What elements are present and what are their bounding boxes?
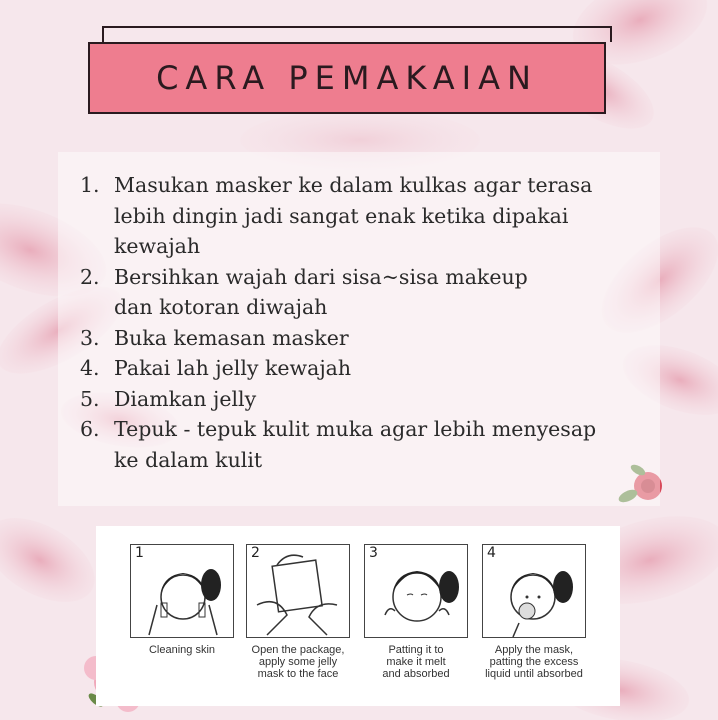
step-text: Masukan masker ke dalam kulkas agar terasa xyxy=(114,173,593,197)
step-number: 4. xyxy=(80,356,100,380)
step-text: Tepuk - tepuk kulit muka agar lebih menyesap xyxy=(114,417,597,441)
step-number xyxy=(80,445,114,476)
list-item-continuation xyxy=(80,292,660,323)
instruction-list xyxy=(80,170,660,475)
caption-line: Patting it to xyxy=(388,644,444,656)
face-illustration xyxy=(483,545,587,639)
illustration-panel xyxy=(482,544,586,638)
panel-number: 3 xyxy=(369,545,378,561)
list-item xyxy=(80,414,660,445)
caption-line: Open the package, xyxy=(251,644,345,656)
title-banner xyxy=(88,42,606,114)
face-illustration xyxy=(131,545,235,639)
list-item-continuation xyxy=(80,231,660,262)
step-text: Bersihkan wajah dari sisa~sisa makeup xyxy=(114,264,528,289)
panel-caption xyxy=(474,644,594,680)
panel-number: 1 xyxy=(135,545,144,561)
caption-line: mask to the face xyxy=(257,668,339,680)
illustration-panel xyxy=(246,544,350,638)
list-item xyxy=(80,262,660,293)
list-item xyxy=(80,170,660,201)
list-item xyxy=(80,384,660,415)
step-number: 1. xyxy=(80,173,100,197)
panel-caption xyxy=(356,644,476,680)
illustration-panel xyxy=(364,544,468,638)
illustration-strip xyxy=(96,526,620,706)
face-illustration xyxy=(365,545,469,639)
list-item-continuation xyxy=(80,201,660,232)
list-item xyxy=(80,323,660,354)
step-text: lebih dingin jadi sangat enak ketika dipakai xyxy=(114,203,569,228)
caption-line: patting the excess xyxy=(489,656,579,668)
caption-line: Apply the mask, xyxy=(494,644,574,656)
step-number xyxy=(80,231,114,262)
step-number: 6. xyxy=(80,417,100,441)
step-text: ke dalam kulit xyxy=(114,447,263,472)
caption-line: Cleaning skin xyxy=(148,644,216,656)
title-frame xyxy=(102,26,612,42)
caption-line: apply some jelly xyxy=(258,656,338,668)
caption-line: make it melt xyxy=(386,656,446,668)
panel-caption xyxy=(238,644,358,680)
step-number xyxy=(80,201,114,232)
panel-caption xyxy=(122,644,242,656)
list-item xyxy=(80,353,660,384)
step-text: kewajah xyxy=(114,234,201,258)
step-number: 5. xyxy=(80,386,100,411)
step-number: 2. xyxy=(80,264,100,289)
caption-line: liquid until absorbed xyxy=(485,668,583,680)
face-illustration xyxy=(247,545,351,639)
step-text: Diamkan jelly xyxy=(114,386,257,411)
caption-line: and absorbed xyxy=(382,668,450,680)
illustration-panel xyxy=(130,544,234,638)
step-text: Buka kemasan masker xyxy=(114,325,349,350)
step-number xyxy=(80,292,114,323)
panel-number: 4 xyxy=(487,545,496,561)
step-number: 3. xyxy=(80,325,100,350)
step-text: dan kotoran diwajah xyxy=(114,295,328,319)
page-title: CARA PEMAKAIAN xyxy=(156,59,538,97)
step-text: Pakai lah jelly kewajah xyxy=(114,356,352,380)
panel-number: 2 xyxy=(251,545,260,561)
list-item-continuation xyxy=(80,445,660,476)
